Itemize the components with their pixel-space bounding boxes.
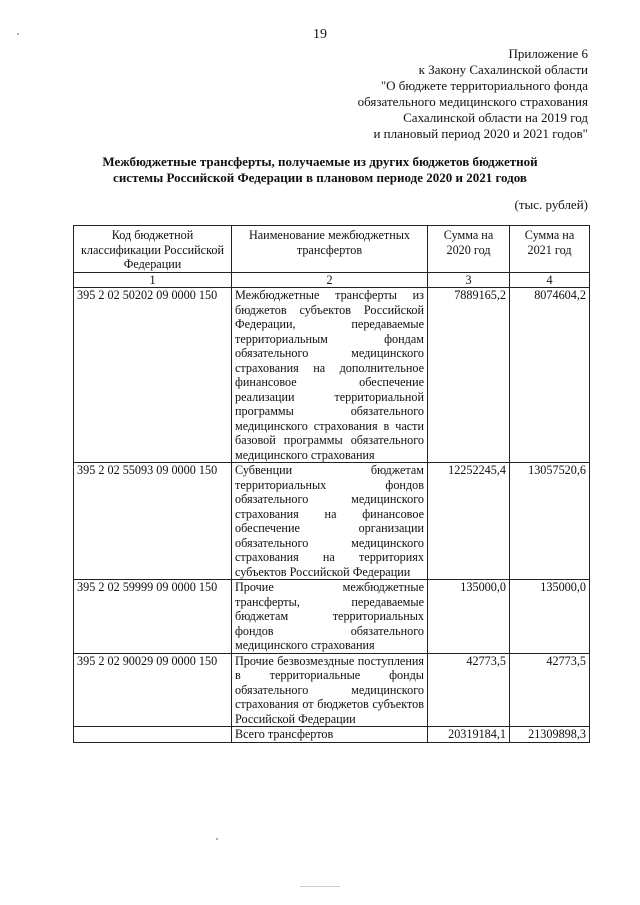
- table-row: [74, 463, 590, 580]
- row-code: 395 2 02 59999 09 0000 150: [74, 580, 232, 654]
- column-number: 4: [510, 272, 590, 288]
- transfers-table: [73, 225, 590, 743]
- table-row: [74, 580, 590, 654]
- row-sum-2021: 13057520,6: [510, 463, 590, 580]
- row-code: 395 2 02 90029 09 0000 150: [74, 653, 232, 727]
- scan-speck: [17, 33, 19, 35]
- total-row: [74, 727, 590, 743]
- column-number: 2: [232, 272, 428, 288]
- header-name: Наименование межбюджетных трансфертов: [232, 226, 428, 273]
- row-code: 395 2 02 50202 09 0000 150: [74, 288, 232, 463]
- total-empty-cell: [74, 727, 232, 743]
- total-sum-2020: 20319184,1: [428, 727, 510, 743]
- appendix-line: Сахалинской области на 2019 год: [403, 110, 588, 125]
- title-line: Межбюджетные трансферты, получаемые из других бюджетов бюджетной: [102, 154, 538, 169]
- row-sum-2020: 12252245,4: [428, 463, 510, 580]
- units-note: (тыс. рублей): [514, 197, 588, 212]
- total-sum-2021: 21309898,3: [510, 727, 590, 743]
- scan-speck: [300, 886, 340, 887]
- header-code: Код бюджетной классификации Российской Федерации: [74, 226, 232, 273]
- appendix-line: Приложение 6: [508, 46, 588, 61]
- table-row: [74, 288, 590, 463]
- total-label: Всего трансфертов: [232, 727, 428, 743]
- column-numbers-row: [74, 272, 590, 288]
- scan-speck: [216, 838, 218, 840]
- column-number: 1: [74, 272, 232, 288]
- document-title: [60, 154, 580, 186]
- title-line: системы Российской Федерации в плановом периоде 2020 и 2021 годов: [113, 170, 527, 185]
- row-sum-2020: 42773,5: [428, 653, 510, 727]
- row-name: Прочие межбюджетные трансферты, передаваемые бюджетам территориальных фондов обязательного медицинского страхования: [232, 580, 428, 654]
- row-sum-2021: 8074604,2: [510, 288, 590, 463]
- row-name: Прочие безвозмездные поступления в территориальные фонды обязательного медицинского страхования от бюджетов субъектов Российской Федерации: [232, 653, 428, 727]
- page-number: 19: [313, 27, 327, 42]
- appendix-line: обязательного медицинского страхования: [357, 94, 588, 109]
- appendix-line: "О бюджете территориального фонда: [380, 78, 588, 93]
- row-sum-2020: 7889165,2: [428, 288, 510, 463]
- header-sum-2021: Сумма на 2021 год: [510, 226, 590, 273]
- appendix-line: и плановый период 2020 и 2021 годов": [373, 126, 588, 141]
- row-sum-2020: 135000,0: [428, 580, 510, 654]
- table-row: [74, 653, 590, 727]
- table-header-row: [74, 226, 590, 273]
- appendix-line: к Закону Сахалинской области: [418, 62, 588, 77]
- row-code: 395 2 02 55093 09 0000 150: [74, 463, 232, 580]
- header-sum-2020: Сумма на 2020 год: [428, 226, 510, 273]
- appendix-block: [358, 46, 588, 142]
- column-number: 3: [428, 272, 510, 288]
- row-name: Межбюджетные трансферты из бюджетов субъектов Российской Федерации, передаваемые территориальным фондам обязательного медицинского страхования на дополнительное финансовое обеспечение реализации территориальной программы обязательного медицинского страхования в части базовой программы обязательного медицинского страхования: [232, 288, 428, 463]
- row-name: Субвенции бюджетам территориальных фондов обязательного медицинского страхования на финансовое обеспечение организации обязательного медицинского страхования на территориях субъектов Российской Федерации: [232, 463, 428, 580]
- row-sum-2021: 42773,5: [510, 653, 590, 727]
- row-sum-2021: 135000,0: [510, 580, 590, 654]
